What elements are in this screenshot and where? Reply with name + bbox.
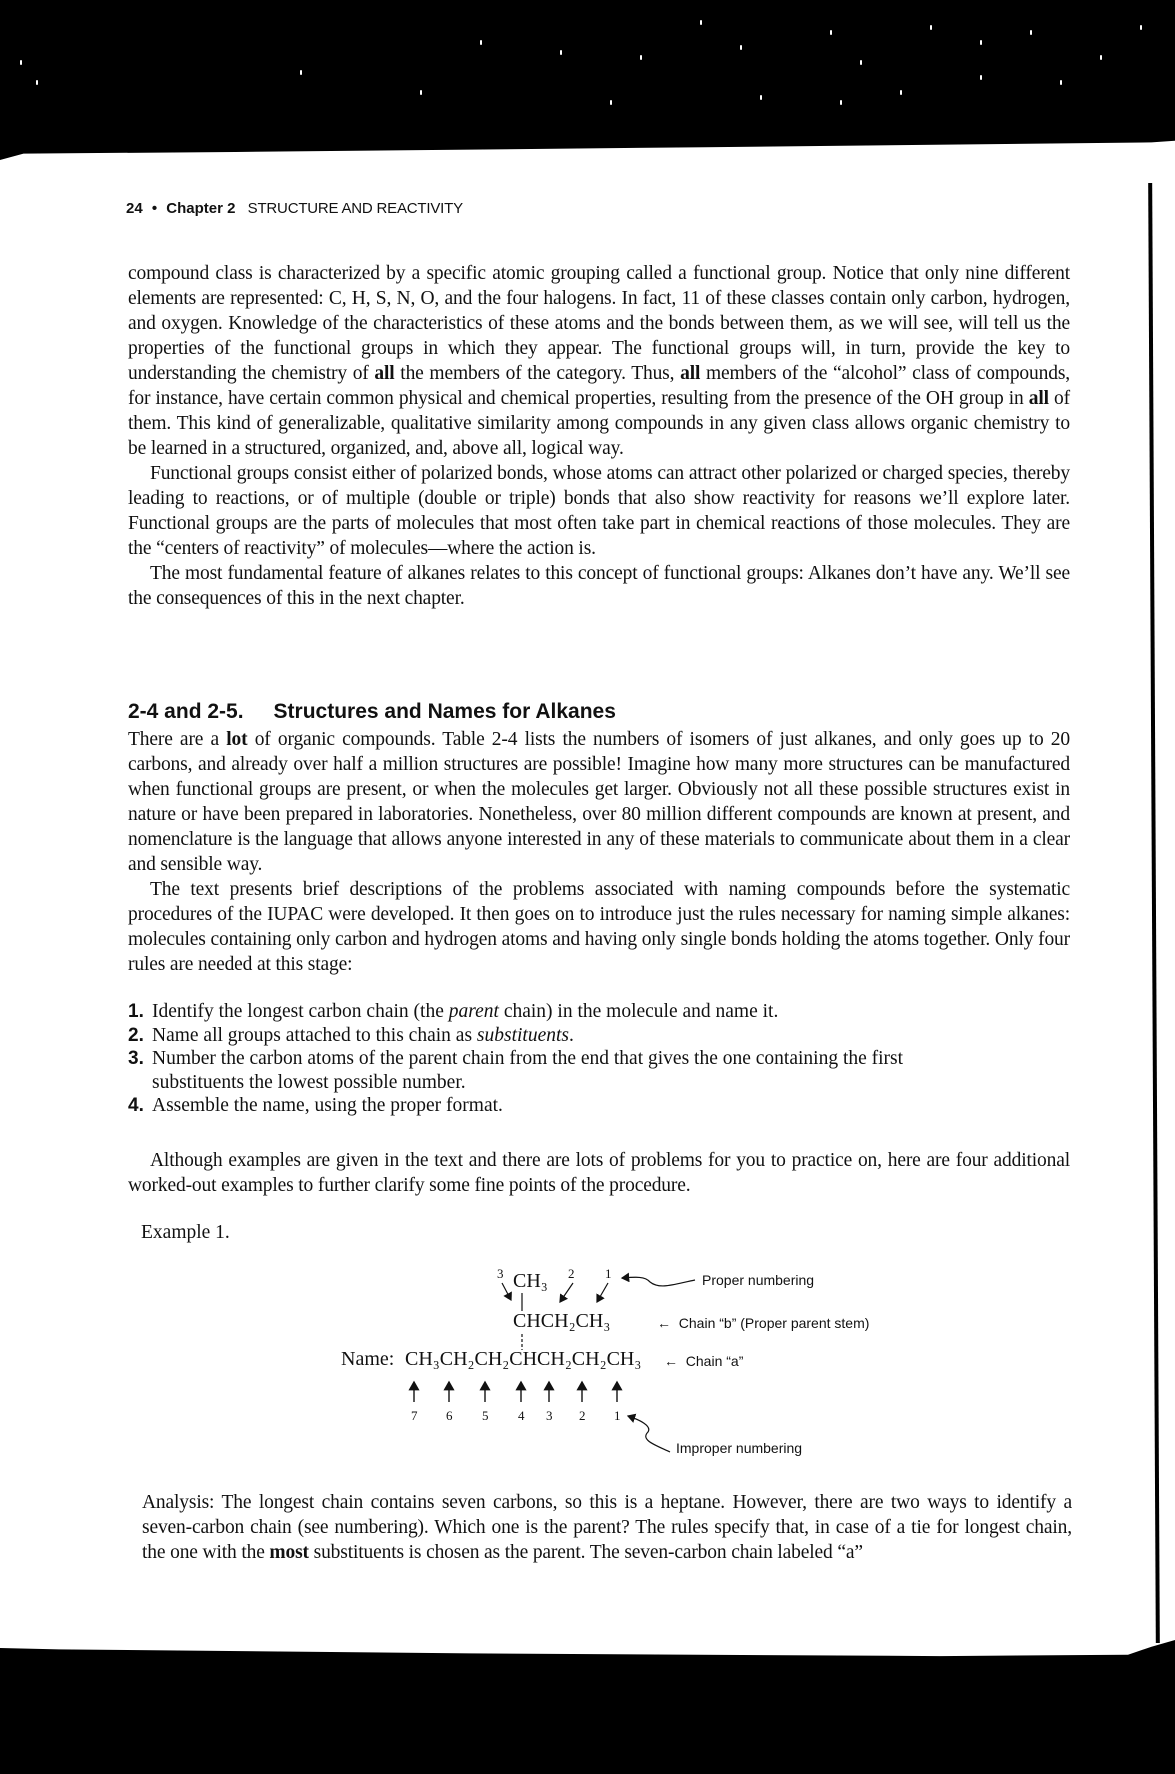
improper-number: 2: [579, 1408, 586, 1423]
rule-item: 3. Number the carbon atoms of the parent chain from the end that gives the one containing the first substituents the lowest possible number.: [128, 1048, 904, 1093]
improper-numbering-label: Improper numbering: [676, 1440, 803, 1456]
arrow-icon: [560, 1283, 573, 1302]
chapter-title: STRUCTURE AND REACTIVITY: [247, 200, 463, 217]
proper-number-2: 2: [568, 1266, 575, 1281]
curved-arrow-icon: [622, 1277, 695, 1286]
improper-number: 3: [546, 1408, 553, 1423]
improper-number: 7: [411, 1408, 418, 1423]
curved-arrow-icon: [628, 1416, 670, 1452]
paragraph-alkanes-feature: The most fundamental feature of alkanes relates to this concept of functional groups: Alkanes don’t have any. We’ll see the consequences of this in the next chapter.: [128, 563, 1070, 609]
improper-number: 5: [482, 1408, 489, 1423]
improper-number: 6: [446, 1408, 453, 1423]
paragraph-compound-class: compound class is characterized by a specific atomic grouping called a functional group. Notice that only nine different elements are represented: C, H, S, N, O, and the four halogens. In fact, 11 of these classes contain only carbon, hydrogen, and oxygen. Knowledge of the characteristics of these atoms and the bonds between them, as we will see, will tell us the properties of the functional groups in which they appear. The functional groups will, in turn, provide the key to understanding the chemistry of all the members of the category. Thus, all members of the “alcohol” class of compounds, for instance, have certain common physical and chemical properties, resulting from the presence of the OH group in all of them. This kind of generalizable, qualitative similarity among compounds in any given class allows organic chemistry to be learned in a structured, organized, and, above all, logical way.: [128, 263, 1070, 459]
branch-chain-b: CHCH₂CH₃: [513, 1310, 611, 1332]
improper-number: 1: [614, 1408, 621, 1423]
proper-number-1: 1: [605, 1266, 612, 1281]
rule-item: 1. Identify the longest carbon chain (the parent chain) in the molecule and name it.: [128, 1001, 779, 1022]
main-chain-a: CH₃CH₂CH₂CHCH₂CH₂CH₃: [405, 1348, 642, 1370]
branch-methyl: CH₃: [513, 1270, 548, 1292]
section-title: Structures and Names for Alkanes: [273, 700, 616, 723]
bullet: •: [151, 200, 158, 217]
arrow-icon: [597, 1283, 608, 1302]
chapter-label: Chapter 2: [166, 200, 236, 217]
arrow-icon: [502, 1283, 511, 1300]
section-number: 2-4 and 2-5.: [128, 700, 244, 723]
chain-b-label: ← Chain “b” (Proper parent stem): [657, 1315, 870, 1331]
rule-item: 2. Name all groups attached to this chain as substituents.: [128, 1024, 574, 1046]
improper-number: 4: [518, 1408, 525, 1423]
paragraph-lot-of-compounds: There are a lot of organic compounds. Table 2-4 lists the numbers of isomers of just alkanes, and only goes up to 20 carbons, and already over half a million structures are possible! Imagine how many more structures can be manufactured when functional groups are present, or when the molecules get larger. Obviously not all these possible structures exist in nature or have been prepared in laboratories. Nonetheless, over 80 million different compounds are known at present, and nomenclature is the language that allows anyone interested in any of these materials to communicate about them in a clear and sensible way.: [128, 729, 1071, 875]
page-number: 24: [126, 200, 143, 217]
name-label: Name:: [341, 1348, 395, 1370]
paragraph-functional-groups: Functional groups consist either of polarized bonds, whose atoms can attract other polarized or charged species, thereby leading to reactions, or of multiple (double or triple) bonds that also show reactivity for reasons we’ll explore later. Functional groups are the parts of molecules that most often take part in chemical reactions of those molecules. They are the “centers of reactivity” of molecules—where the action is.: [128, 463, 1070, 559]
example-label: Example 1.: [141, 1222, 230, 1243]
paragraph-iupac: The text presents brief descriptions of the problems associated with naming compounds before the systematic procedures of the IUPAC were developed. It then goes on to introduce just the rules necessary for naming simple alkanes: molecules containing only carbon and hydrogen atoms and having only single bonds holding the atoms together. Only four rules are needed at this stage:: [128, 879, 1070, 975]
proper-numbering-label: Proper numbering: [702, 1272, 815, 1288]
analysis-paragraph: Analysis: The longest chain contains seven carbons, so this is a heptane. However, there are two ways to identify a seven-carbon chain (see numbering). Which one is the parent? The rules specify that, in case of a tie for longest chain, the one with the most substituents is chosen as the parent. The seven-carbon chain labeled “a”: [142, 1492, 1072, 1563]
paragraph-examples: Although examples are given in the text and there are lots of problems for you to practice on, here are four additional worked-out examples to further clarify some fine points of the procedure.: [128, 1150, 1070, 1196]
chain-a-label: ← Chain “a”: [664, 1353, 744, 1369]
proper-number-3: 3: [497, 1266, 504, 1281]
rule-item: 4. Assemble the name, using the proper format.: [128, 1095, 503, 1116]
